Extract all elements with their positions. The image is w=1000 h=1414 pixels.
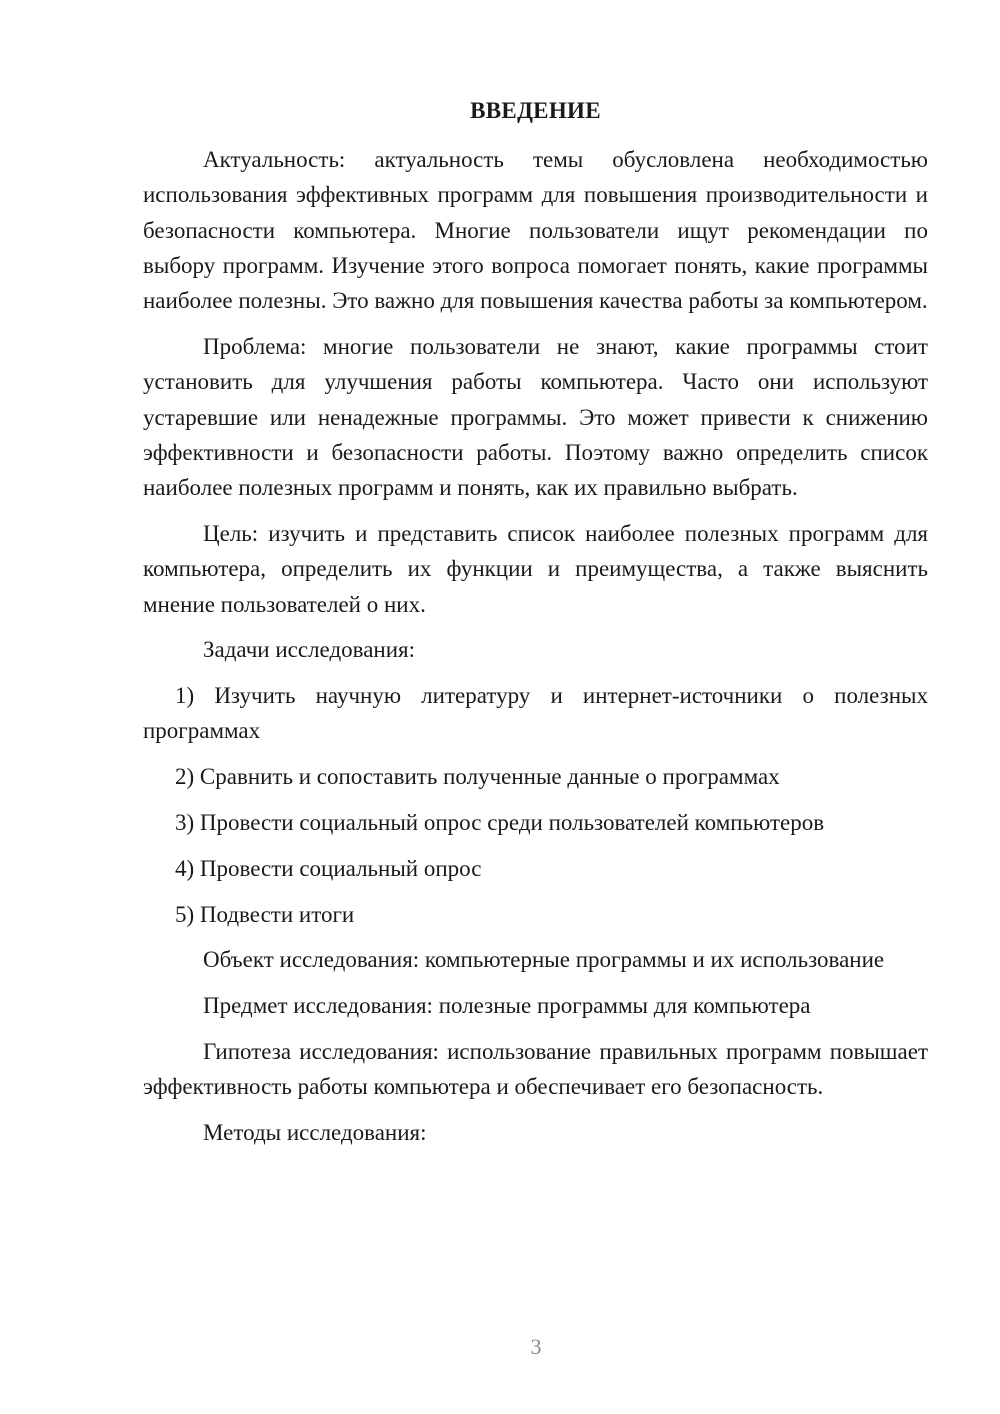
task-item-4: 4) Провести социальный опрос	[175, 855, 482, 881]
task-item-5: 5) Подвести итоги	[175, 901, 355, 927]
task-item-1: 1) Изучить научную литературу и интернет-источники о полезных программах	[143, 683, 928, 744]
subject-paragraph: Предмет исследования: полезные программы для компьютера	[203, 993, 811, 1019]
tasks-heading: Задачи исследования:	[203, 637, 416, 663]
hypothesis-paragraph: Гипотеза исследования: использование правильных программ повышает эффективность работы компьютера и обеспечивает его безопасность.	[143, 1039, 928, 1100]
problem-paragraph: Проблема: многие пользователи не знают, какие программы стоит установить для улучшения работы компьютера. Часто они используют устаревшие или ненадежные программы. Это может привести к снижению эффективности и безопасности работы. Поэтому важно определить список наиболее полезных программ и понять, как их правильно выбрать.	[143, 333, 928, 501]
relevance-paragraph: Актуальность: актуальность темы обусловлена необходимостью использования эффективных программ для повышения производительности и безопасности компьютера. Многие пользователи ищут рекомендации по выбору программ. Изучение этого вопроса помогает понять, какие программы наиболее полезны. Это важно для повышения качества работы за компьютером.	[143, 147, 928, 314]
document-body	[143, 142, 928, 1161]
section-heading: ВВЕДЕНИЕ	[470, 98, 601, 123]
goal-paragraph: Цель: изучить и представить список наиболее полезных программ для компьютера, определить их функции и преимущества, а также выяснить мнение пользователей о них.	[143, 520, 928, 617]
task-item-2: 2) Сравнить и сопоставить полученные данные о программах	[175, 764, 780, 790]
task-item-3: 3) Провести социальный опрос среди пользователей компьютеров	[175, 810, 825, 836]
page-number: 3	[530, 1334, 542, 1359]
object-paragraph: Объект исследования: компьютерные программы и их использование	[203, 947, 885, 973]
methods-paragraph: Методы исследования:	[203, 1120, 427, 1146]
